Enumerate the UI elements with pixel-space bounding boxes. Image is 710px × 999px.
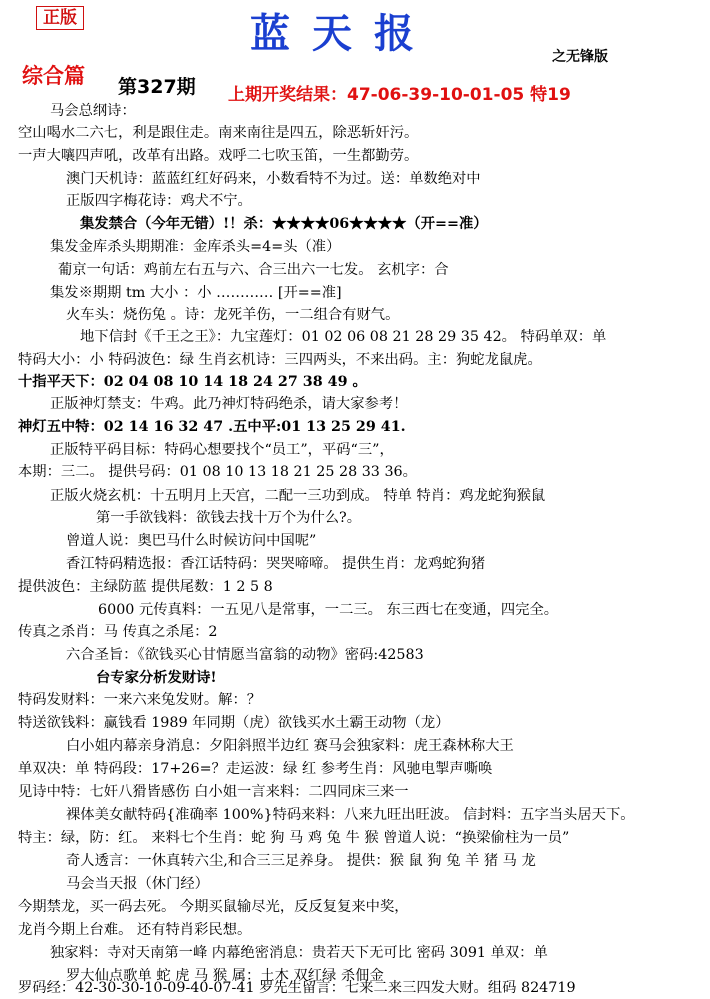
text-line-24: 传真之杀肖：马 传真之杀尾：2	[18, 624, 218, 640]
text-line-4: 澳门天机诗：蓝蓝红红好码来，小数看特不为过。送：单数绝对中	[66, 171, 481, 187]
text-line-18: 正版火烧玄机：十五明月上天宫，二配一三功到成。 特单 特肖：鸡龙蛇狗猴鼠	[50, 488, 546, 504]
text-line-33: 特主：绿，防：红。 来料七个生肖：蛇 狗 马 鸡 兔 牛 猴 曾道人说：“换梁偷柱为一员”	[18, 830, 570, 846]
text-line-12: 特码大小：小 特码波色：绿 生肖玄机诗：三四两头，不来出码。主：狗蛇龙鼠虎。	[18, 352, 542, 368]
paper-title: 蓝天报	[250, 11, 436, 57]
text-line-27: 特码发财料：一来六来兔发财。解：？	[18, 692, 262, 708]
text-line-19: 第一手欲钱料：欲钱去找十万个为什么?。	[96, 510, 362, 526]
text-line-26: 台专家分析发财诗!	[96, 670, 217, 686]
text-line-10: 火车头：烧伤兔 。诗：龙死羊伤，一二组合有财气。	[66, 307, 400, 323]
text-line-9: 集发※期期 tm 大小 ：小 ………… [开==准]	[50, 285, 342, 301]
text-line-14: 正版神灯禁支：牛鸡。此乃神灯特码绝杀，请大家参考！	[50, 396, 408, 412]
text-line-5: 正版四字梅花诗：鸡犬不宁。	[66, 193, 252, 209]
text-line-3: 一声大嚷四声吼，改革有出路。戏呼二七吹玉笛，一生都勤劳。	[18, 148, 419, 164]
edition-badge: 正版	[36, 6, 84, 30]
edition-subtitle: 之无锋版	[552, 49, 608, 65]
text-line-37: 龙肖今期上台难。 还有特肖彩民想。	[18, 922, 252, 938]
text-line-22: 提供波色：主绿防蓝 提供尾数：1 2 5 8	[18, 579, 273, 595]
text-line-2: 空山喝水二六七，利是跟住走。南来南往是四五，除恶斩奸污。	[18, 125, 419, 141]
text-line-17: 本期：三二。 提供号码：01 08 10 13 18 21 25 28 33 36。	[18, 464, 417, 480]
text-line-7: 集发金库杀头期期准：金库杀头=4=头（准）	[50, 239, 341, 255]
text-line-32: 裸体美女献特码{准确率 100%}特码来料：八来九旺出旺波。 信封料：五字当头居天下。	[66, 807, 635, 823]
text-line-1: 马会总纲诗：	[50, 103, 136, 119]
text-line-8: 葡京一句话：鸡前左右五与六、合三出六一七发。 玄机字：合	[58, 262, 449, 278]
text-line-11: 地下信封《千王之王》：九宝莲灯：01 02 06 08 21 28 29 35 42。 特码单双：单	[80, 329, 607, 345]
text-line-40: 罗码经：42-30-30-10-09-40-07-41 罗先生留言：七来二来三四发大财。组码 824719	[18, 980, 576, 996]
last-draw-result: 上期开奖结果：47-06-39-10-01-05 特19	[228, 85, 571, 105]
issue-number: 第327期	[118, 76, 196, 98]
text-line-38: 独家料：寺对天南第一峰 内幕绝密消息：贵若天下无可比 密码 3091 单双：单	[50, 945, 548, 961]
text-line-28: 特送欲钱料：赢钱看 1989 年同期（虎）欲钱买水土霸王动物（龙）	[18, 715, 450, 731]
section-label: 综合篇	[22, 64, 85, 88]
text-line-23: 6000 元传真料：一五见八是常事，一二三。 东三西七在变通，四完全。	[98, 602, 559, 618]
text-line-36: 今期禁龙，买一码去死。 今期买鼠输尽光，反反复复来中奖，	[18, 899, 409, 915]
text-line-31: 见诗中特：七奸八猾皆感伤 白小姐一言来料：二四同床三来一	[18, 784, 409, 800]
text-line-15: 神灯五中特：02 14 16 32 47 .五中平:01 13 25 29 41.	[18, 419, 406, 435]
text-line-20: 曾道人说：奥巴马什么时候访问中国呢”	[66, 533, 317, 549]
text-line-6: 集发禁合（今年无错）!！杀：★★★★06★★★★（开==准）	[80, 216, 488, 232]
text-line-34: 奇人透言：一休真转六尘,和合三三足养身。 提供：猴 鼠 狗 兔 羊 猪 马 龙	[66, 853, 536, 869]
text-line-21: 香江特码精选报：香江话特码：哭哭啼啼。 提供生肖：龙鸡蛇狗猪	[66, 556, 486, 572]
text-line-39: 罗大仙点歌单 蛇 虎 马 猴 属：土木 双红绿 杀佃金	[66, 968, 384, 984]
text-line-30: 单双决：单 特码段：17+26=？走运波：绿 红 参考生肖：风驰电掣声嘶唤	[18, 761, 493, 777]
text-line-13: 十指平天下：02 04 08 10 14 18 24 27 38 49 。	[18, 374, 367, 390]
text-line-16: 正版特平码目标：特码心想要找个“员工”，平码“三”，	[50, 442, 394, 458]
text-line-35: 马会当天报（休门经）	[66, 876, 209, 892]
text-line-25: 六合圣旨：《欲钱买心甘情愿当富翁的动物》密码:42583	[66, 647, 424, 663]
text-line-29: 白小姐内幕亲身消息：夕阳斜照半边红 赛马会独家料：虎王森林称大王	[66, 738, 514, 754]
